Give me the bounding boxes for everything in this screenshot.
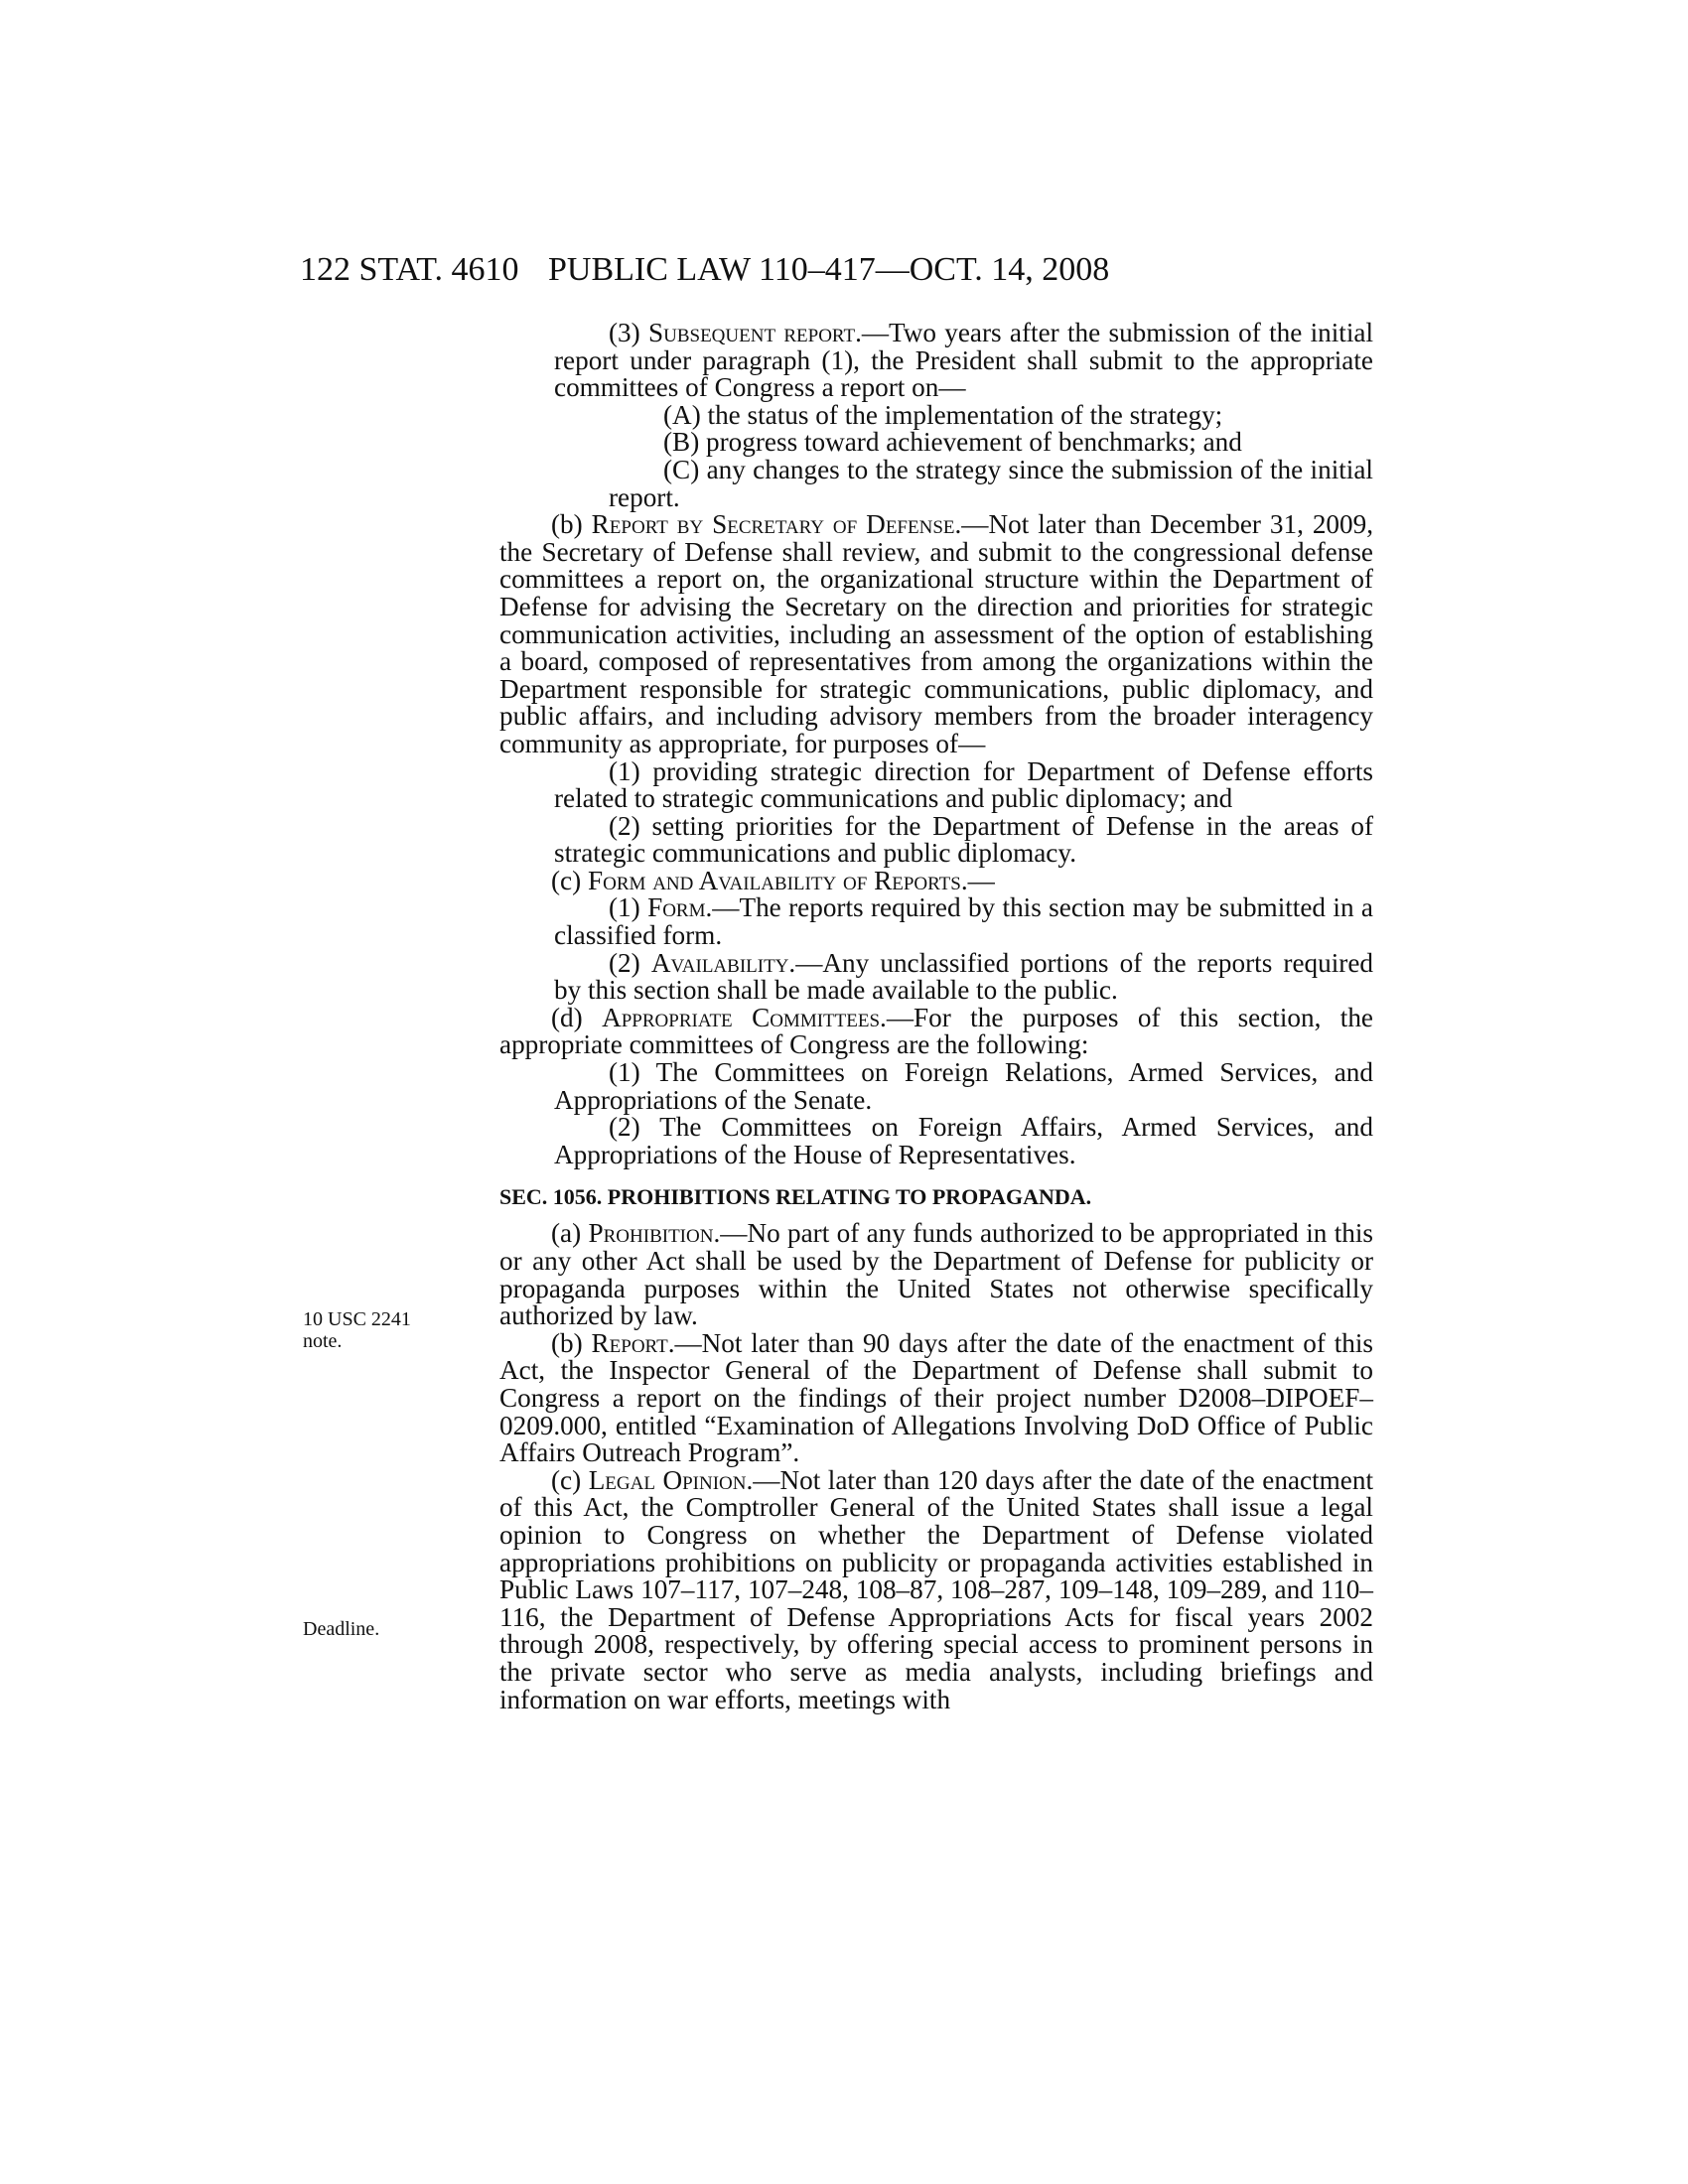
section-1056-b: (b) Report.—Not later than 90 days after the date of the enactment of this Act, the Inspector General of the Department of Defense shall submit to Congress a report on the findings of their project number D2008–DIPOEF–0209.000, entitled “Examination of Allegations Involving DoD Office of Public Affairs Outreach Program”. [499, 1327, 1374, 1468]
running-header: PUBLIC LAW 110–417—OCT. 14, 2008 [548, 251, 1110, 288]
margin-note-usc: 10 USC 2241 note. [303, 1308, 411, 1352]
section-1056-a: (a) Prohibition.—No part of any funds authorized to be appropriated in this or any other Act shall be used by the Department of Defense for publicity or propaganda purposes within the United States not otherwise specifically authorized by law. [499, 1218, 1373, 1331]
subsection-d: (d) Appropriate Committees.—For the purposes of this section, the appropriate committees of Congress are the following: [499, 1002, 1373, 1060]
paragraph-heading: Subsequent report [648, 318, 856, 347]
section-heading: SEC. 1056. PROHIBITIONS RELATING TO PROPAGANDA. [499, 1184, 1092, 1210]
document-body [499, 320, 1373, 1713]
subsection-b-2: (2) setting priorities for the Department of Defense in the areas of strategic communications and public diplomacy. [554, 810, 1373, 869]
subsection-heading: Report by Secretary of Defense [591, 509, 955, 540]
subsection-b: (b) Report by Secretary of Defense.—Not later than December 31, 2009, the Secretary of Defense shall review, and submit to the congressional defense committees a report on, the organizational structure within the Department of Defense for advising the Secretary on the direction and priorities for strategic communication activities, including an assessment of the option of establishing a board, composed of representatives from among the organizations within the Department responsible for strategic communications, public diplomacy, and public affairs, and including advisory members from the broader interagency community as appropriate, for purposes of— [499, 509, 1374, 758]
subsection-d-1: (1) The Committees on Foreign Relations, Armed Services, and Appropriations of the Senate. [554, 1057, 1373, 1115]
margin-note-deadline: Deadline. [303, 1618, 380, 1640]
subsection-c-2: (2) Availability.—Any unclassified portions of the reports required by this section shall be made available to the public. [554, 947, 1374, 1006]
section-1056-c: (c) Legal Opinion.—Not later than 120 days after the date of the enactment of this Act, the Comptroller General of the United States shall issue a legal opinion to Congress on whether the Department of Defense violated appropriations prohibitions on publicity or propaganda activities established in Public Laws 107–117, 107–248, 108–87, 108–287, 109–148, 109–289, and 110–116, the Department of Defense Appropriations Acts for fiscal years 2002 through 2008, respectively, by offering special access to prominent persons in the private sector who serve as media analysts, including briefings and information on war efforts, meetings with [499, 1464, 1373, 1714]
subparagraph-a: (A) the status of the implementation of the strategy; [663, 399, 1223, 430]
subsection-b-1: (1) providing strategic direction for Department of Defense efforts related to strategic communications and public diplomacy; and [554, 755, 1373, 814]
subsection-c-1: (1) Form.—The reports required by this section may be submitted in a classified form. [554, 892, 1373, 951]
subsection-d-2: (2) The Committees on Foreign Affairs, Armed Services, and Appropriations of the House of Representatives. [554, 1112, 1373, 1169]
page-reference: 122 STAT. 4610 [300, 251, 519, 288]
subparagraph-c: (C) any changes to the strategy since the submission of the initial report. [609, 454, 1373, 512]
subparagraph-b: (B) progress toward achievement of benchmarks; and [663, 427, 1242, 458]
subsection-heading: Appropriate Committees [602, 1002, 881, 1032]
subsection-heading: Form and Availability of Reports [587, 865, 961, 895]
paragraph-3: (3) Subsequent report.—Two years after the submission of the initial report under paragraph (1), the President shall submit to the appropriate committees of Congress a report on— [554, 318, 1374, 403]
subsection-c: (c) Form and Availability of Reports.— [551, 865, 995, 895]
